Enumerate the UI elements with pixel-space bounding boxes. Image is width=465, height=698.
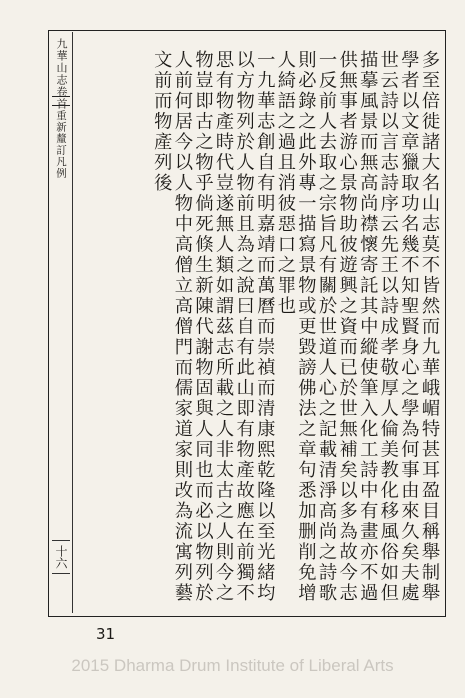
section-title: 重新釐訂凡例: [55, 110, 67, 179]
book-title: 九華山志卷首: [55, 38, 68, 110]
page-number: 31: [96, 625, 116, 643]
main-text: [79, 50, 439, 610]
watermark: 2015 Dharma Drum Institute of Liberal Arts: [71, 656, 394, 675]
paragraph-2: 一九華志創自有明嘉靖而萬曆而崇禎而清康熙乾隆以至光緒均以方物列於人物前且為之說曰自有此山即有物產故應在前獨不思有物產時代豈遂無人類如謂茲志所載之人非太古之人則今之物豈即古之物乎倘死倏生新陳代謝物固與人同也而必以物列於人前何居今以人物中高僧立高僧門而儒家道家則改為流寓列藝文前而物產列後: [151, 50, 276, 604]
fish-tail-mark: [52, 96, 70, 106]
paragraph-1: 多至倍徙諸大名山志莫不皆然而九華峨嵋特甚耳盈目稱舉制舉學者以文章獵取功名幾不知聖賢身心之學為何事由來久矣夫處世云詩以言志詩序云先王以詩成孝敬厚人倫美教化移風俗如但描摹風景而無高尚襟懷寄託其中縱使筆入化工詩中有畫亦不過供無事者游心景物助彼遊興之資而已於世無補矣以多為故今志一反前人去取之宗旨凡有關於世道人心之記載清淨高尚之詩歌則必錄之此外專一描寫景物或更毀謗佛法之章句悉加删削免增人綺語之過且消彼惡口之罪也: [274, 50, 440, 604]
folio-number: 十六: [52, 540, 70, 574]
